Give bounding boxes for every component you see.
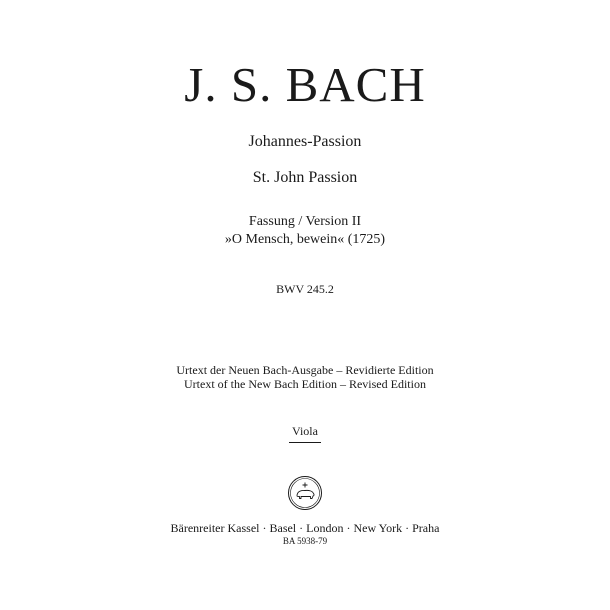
- edition-number: BA 5938-79: [282, 536, 328, 546]
- work-title-english: St. John Passion: [252, 169, 358, 186]
- bwv-catalog-number: BWV 245.2: [276, 282, 334, 296]
- baerenreiter-bear-logo-icon: [287, 475, 323, 511]
- version-title: »O Mensch, bewein« (1725): [224, 232, 386, 247]
- instrument-part-label: Viola: [292, 424, 318, 438]
- version-label: Fassung / Version II: [248, 214, 362, 229]
- urtext-note-german: Urtext der Neuen Bach-Ausgabe – Revidierte Edition: [176, 363, 434, 377]
- composer-name: J. S. BACH: [184, 57, 426, 112]
- publisher-locations: Bärenreiter Kassel · Basel · London · New York · Praha: [170, 521, 440, 535]
- urtext-note-english: Urtext of the New Bach Edition – Revised Edition: [184, 377, 426, 391]
- work-title-german: Johannes-Passion: [248, 133, 362, 150]
- part-underline-divider: [289, 442, 321, 443]
